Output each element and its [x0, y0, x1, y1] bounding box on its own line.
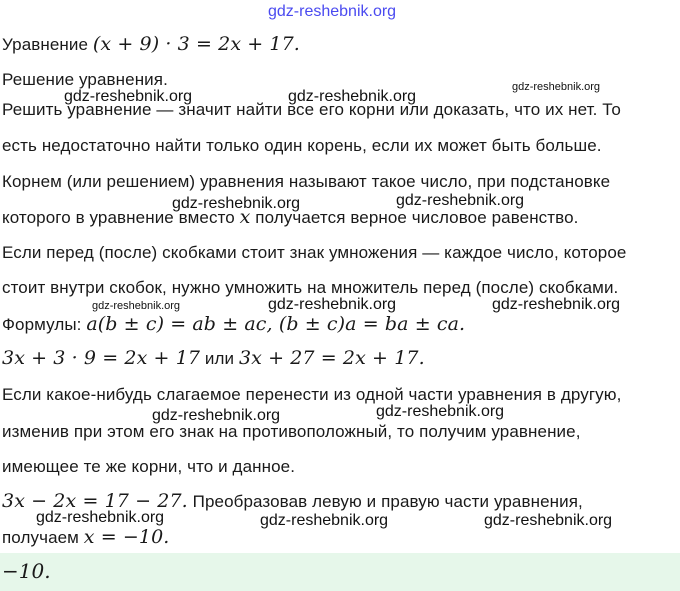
step3-text: получаем [2, 528, 84, 547]
watermark: gdz-reshebnik.org [512, 81, 601, 93]
watermark-top: gdz-reshebnik.org [268, 3, 397, 20]
watermark: gdz-reshebnik.org [492, 296, 621, 313]
paragraph1-line1: Решить уравнение — значит найти все его корни или доказать, что их нет. То [2, 100, 621, 119]
step3-equation: x = −10. [83, 526, 170, 548]
watermark: gdz-reshebnik.org [484, 512, 613, 529]
solution-heading: Решение уравнения. [2, 70, 168, 89]
paragraph2-text-after: получается верное числовое равенство. [250, 208, 579, 227]
watermark: gdz-reshebnik.org [268, 296, 397, 313]
watermark: gdz-reshebnik.org [396, 192, 525, 209]
step1-connector: или [200, 349, 239, 368]
watermark: gdz-reshebnik.org [92, 300, 181, 312]
paragraph4-line2: изменив при этом его знак на противоположный, то получим уравнение, [2, 422, 581, 441]
watermark: gdz-reshebnik.org [152, 407, 281, 424]
paragraph4-line3: имеющее те же корни, что и данное. [2, 457, 296, 476]
watermark: gdz-reshebnik.org [288, 88, 417, 105]
paragraph2-line1: Корнем (или решением) уравнения называют такое число, при подстановке [2, 172, 611, 191]
step1-line [2, 347, 425, 370]
paragraph1-line2: есть недостаточно найти только один корень, если их может быть больше. [2, 136, 602, 155]
step3-line [2, 526, 169, 549]
task-title-label: Уравнение [2, 35, 89, 54]
answer-box [0, 553, 680, 591]
formulas-line [2, 313, 465, 336]
formulas-label: Формулы: [2, 315, 87, 334]
watermark: gdz-reshebnik.org [64, 88, 193, 105]
paragraph3-line2: стоит внутри скобок, нужно умножить на множитель перед (после) скобками. [2, 278, 619, 297]
step1-right-equation: 3x + 27 = 2x + 17. [238, 347, 425, 369]
paragraph3-line1: Если перед (после) скобками стоит знак умножения — каждое число, которое [2, 243, 627, 262]
formulas-text: a(b ± c) = ab ± ac, (b ± c)a = ba ± ca. [86, 313, 466, 335]
task-equation: (x + 9) · 3 = 2x + 17. [92, 33, 300, 55]
watermark: gdz-reshebnik.org [36, 509, 165, 526]
watermark: gdz-reshebnik.org [376, 403, 505, 420]
paragraph4-line1: Если какое-нибудь слагаемое перенести из одной части уравнения в другую, [2, 385, 622, 404]
task-title [2, 33, 300, 56]
paragraph2-text-before: которого в уравнение вместо [2, 208, 240, 227]
watermark: gdz-reshebnik.org [260, 512, 389, 529]
step2-equation: 3x − 2x = 17 − 27. [2, 490, 188, 512]
paragraph2-variable: x [239, 206, 251, 228]
watermark: gdz-reshebnik.org [172, 195, 301, 212]
step1-left-equation: 3x + 3 · 9 = 2x + 17 [2, 347, 201, 369]
answer-value: −10. [2, 559, 51, 583]
step2-text: Преобразовав левую и правую части уравнения, [187, 492, 583, 511]
